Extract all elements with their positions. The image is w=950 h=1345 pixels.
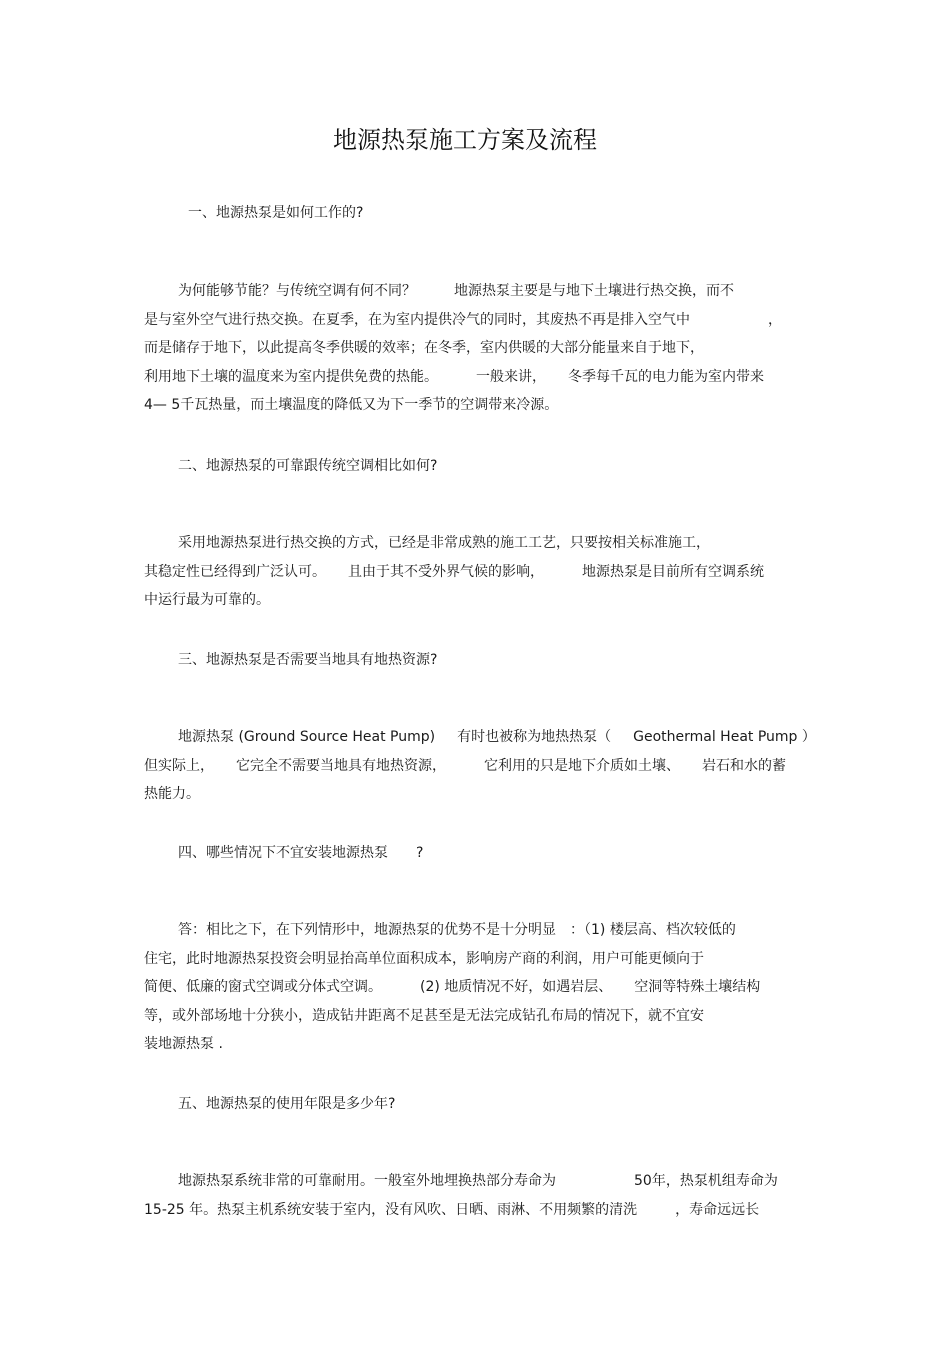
- paragraph-line: 等，或外部场地十分狭小，造成钻井距离不足甚至是无法完成钻孔布局的情况下，就不宜安: [144, 1007, 704, 1024]
- section-paragraph-1: [144, 277, 814, 420]
- paragraph-line: 答：相比之下，在下列情形中，地源热泵的优势不是十分明显 ：（1) 楼层高、档次较低的: [178, 922, 736, 938]
- section-paragraph-2: [144, 529, 814, 615]
- paragraph-line: 中运行最为可靠的。: [144, 592, 270, 608]
- paragraph-line: 但实际上， 它完全不需要当地具有地热资源， 它利用的只是地下介质如土壤、 岩石和水的蓄: [144, 757, 786, 774]
- paragraph-line: 采用地源热泵进行热交换的方式，已经是非常成熟的施工工艺，只要按相关标准施工，: [178, 535, 710, 551]
- paragraph-line: 地源热泵 (Ground Source Heat Pump) 有时也被称为地热热泵（ Geothermal Heat Pump ）: [178, 729, 816, 745]
- document-title: 地源热泵施工方案及流程: [333, 126, 597, 154]
- paragraph-line: 是与室外空气进行热交换。在夏季，在为室内提供冷气的同时，其废热不再是排入空气中 ，: [144, 311, 782, 328]
- paragraph-line: 其稳定性已经得到广泛认可。 且由于其不受外界气候的影响， 地源热泵是目前所有空调系统: [144, 563, 764, 580]
- paragraph-line: 4— 5千瓦热量，而土壤温度的降低又为下一季节的空调带来冷源。: [144, 397, 559, 413]
- paragraph-line: 住宅，此时地源热泵投资会明显抬高单位面积成本，影响房产商的利润，用户可能更倾向于: [144, 950, 704, 967]
- section-heading-2: 二、地源热泵的可靠跟传统空调相比如何?: [178, 458, 438, 474]
- section-heading-4: 四、哪些情况下不宜安装地源热泵 ?: [178, 845, 424, 861]
- section-paragraph-3: [144, 723, 814, 809]
- paragraph-line: 装地源热泵 .: [144, 1036, 223, 1052]
- paragraph-line: 而是储存于地下，以此提高冬季供暖的效率；在冬季，室内供暖的大部分能量来自于地下，: [144, 340, 704, 356]
- paragraph-line: 为何能够节能？与传统空调有何不同？ 地源热泵主要是与地下土壤进行热交换，而不: [178, 283, 734, 299]
- paragraph-line: 地源热泵系统非常的可靠耐用。一般室外地埋换热部分寿命为 50年，热泵机组寿命为: [178, 1173, 778, 1189]
- paragraph-line: 热能力。: [144, 786, 200, 802]
- paragraph-line: 简便、低廉的窗式空调或分体式空调。 (2) 地质情况不好，如遇岩层、 空洞等特殊土壤结构: [144, 979, 761, 995]
- section-heading-3: 三、地源热泵是否需要当地具有地热资源?: [178, 652, 438, 668]
- paragraph-line: 利用地下土壤的温度来为室内提供免费的热能。 一般来讲， 冬季每千瓦的电力能为室内带来: [144, 368, 764, 385]
- section-heading-5: 五、地源热泵的使用年限是多少年?: [178, 1096, 396, 1112]
- section-paragraph-5: [144, 1167, 814, 1224]
- section-heading-1: 一、地源热泵是如何工作的?: [188, 205, 364, 221]
- section-paragraph-4: [144, 916, 814, 1059]
- paragraph-line: 15-25 年。热泵主机系统安装于室内，没有风吹、日晒、雨淋、不用频繁的清洗 ，寿命远远长: [144, 1201, 760, 1218]
